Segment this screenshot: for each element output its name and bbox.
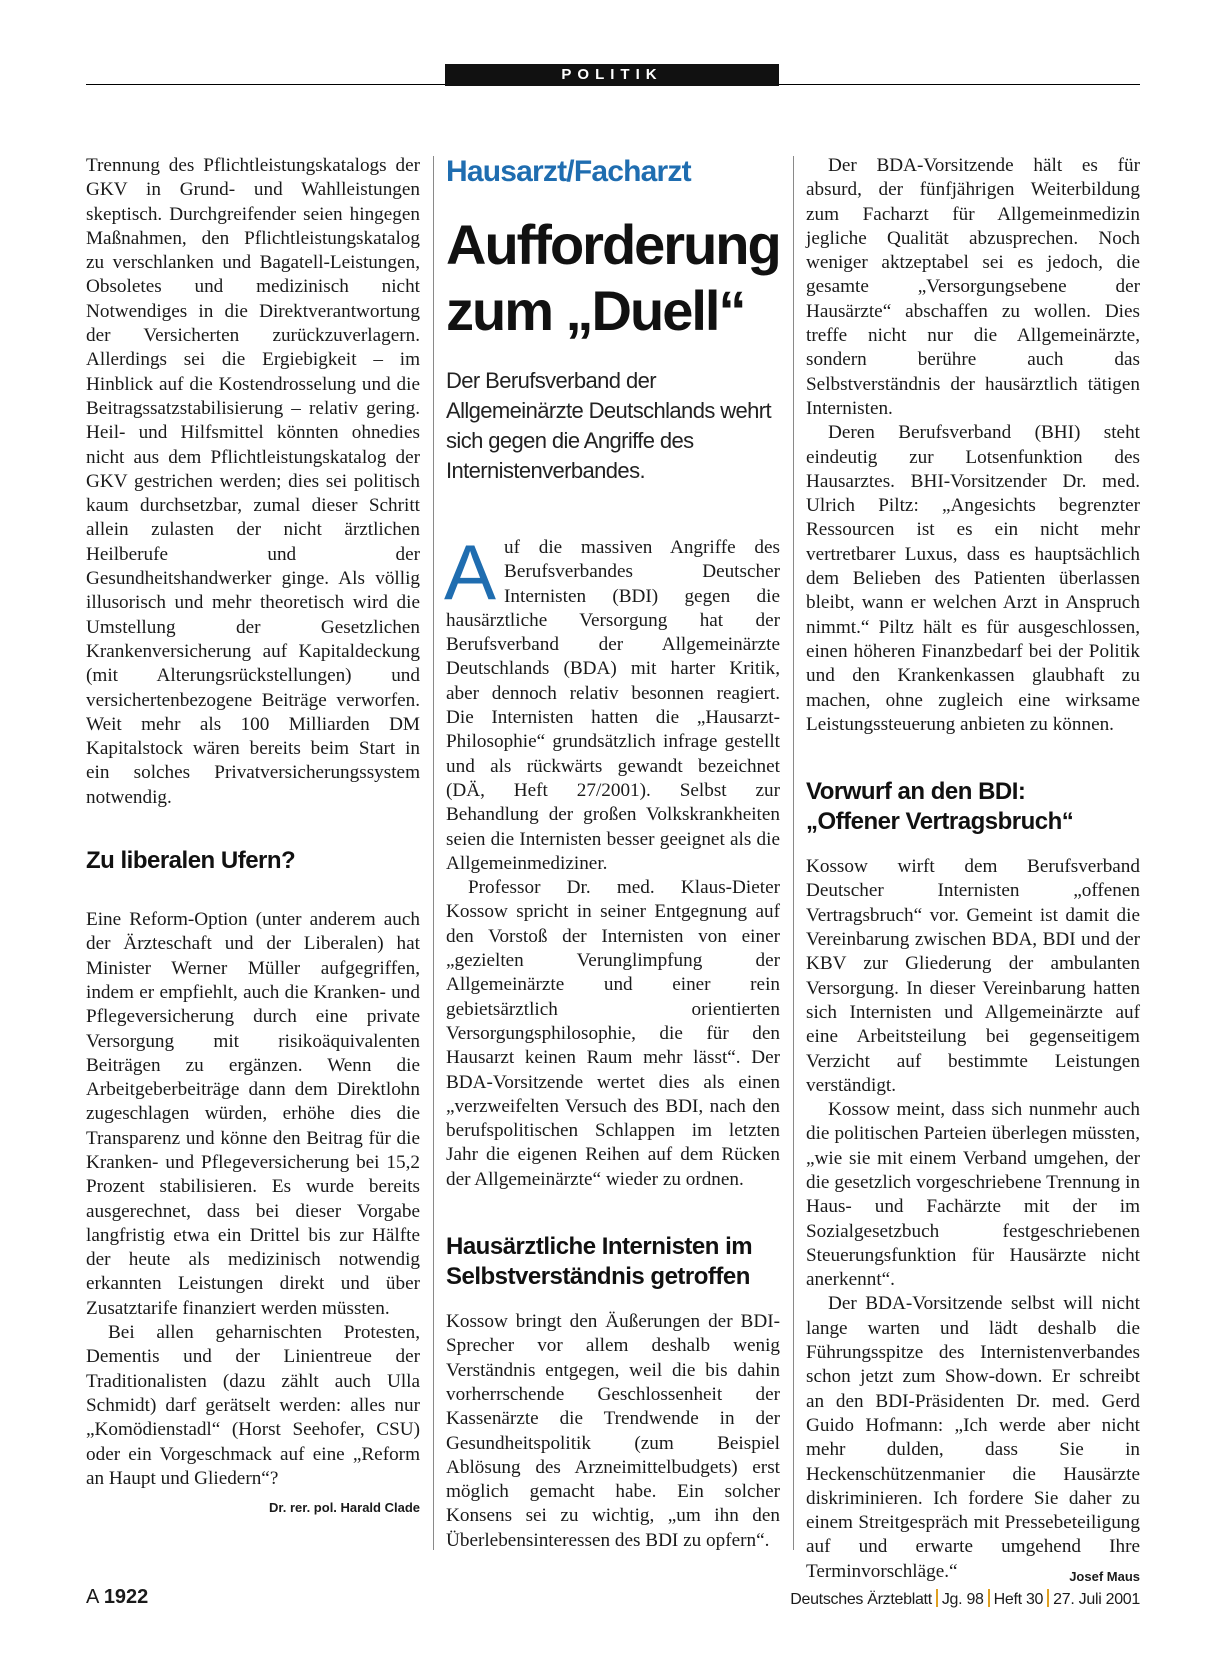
headline-line: Aufforderung xyxy=(446,213,780,276)
article-kicker: Hausarzt/Facharzt xyxy=(446,155,691,188)
section-label: POLITIK xyxy=(445,64,779,86)
subheading: Zu liberalen Ufern? xyxy=(86,847,296,875)
journal-issue: Heft 30 xyxy=(993,1591,1044,1608)
article-headline xyxy=(446,212,780,344)
column-1 xyxy=(86,154,420,1520)
separator xyxy=(988,1589,990,1607)
journal-date: 27. Juli 2001 xyxy=(1053,1591,1140,1608)
journal-name: Deutsches Ärzteblatt xyxy=(790,1591,932,1608)
paragraph: Eine Reform-Option (unter anderem auch der Ärzteschaft und der Liberalen) hat Minister Werner Müller aufgegriffen, indem er empfiehlt, auch die Kranken- und Pflegeversicherung durch eine private Versorgung mit risikoäquivalenten Beiträgen zu ergänzen. Wenn die Arbeitgeberbeiträge dann dem Direktlohn zugeschlagen würden, erhöhe dies die Transparenz und könne den Beitrag für die Kranken- und Pflegeversicherung bei 15,2 Prozent stabilisieren. Es wurde bereits ausgerechnet, dass bei dieser Vorgabe langfristig etwa ein Drittel bis zur Hälfte der heute als medizinisch notwendig erkannten Leistungen direkt und über Zusatztarife finanziert werden müssten. xyxy=(86,909,420,1319)
subheading-line: „Offener Vertragsbruch“ xyxy=(806,808,1074,836)
subheading xyxy=(806,777,1140,837)
subheading-line: Vorwurf an den BDI: xyxy=(806,778,1026,806)
paragraph: Deren Berufsverband (BHI) steht eindeutig zur Lotsenfunktion des Hausarztes. BHI-Vorsitzender Dr. med. Ulrich Piltz: „Angesichts begrenzter Ressourcen ist es ein nicht mehr vertretbarer Luxus, dass es hauptsächlich dem Belieben des Patienten überlassen bleibt, wann er welchen Arzt in Anspruch nimmt.“ Piltz hält es für ausgeschlossen, einen höheren Finanzbedarf bei der Politik und den Krankenkassen glaubhaft zu machen, ohne zugleich eine wirksame Leistungssteuerung anbieten zu können. xyxy=(806,422,1140,735)
author-byline: Dr. rer. pol. Harald Clade xyxy=(269,1500,420,1516)
paragraph: Trennung des Pflichtleistungskatalogs der GKV in Grund- und Wahlleistungen skeptisch. Durchgreifender seien hingegen Maßnahmen, den Pflichtleistungskatalog zu verschlanken und Bagatell-Leistungen, Obsoletes und medizinisch nicht Notwendiges in die Direktverantwortung der Versicherten zurückzuverlagern. Allerdings sei die Ergiebigkeit – im Hinblick auf die Kostendrosselung und die Beitragssatzstabilisierung – relativ gering. Heil- und Hilfsmittel könnten ohnedies nicht aus dem Pflichtleistungskatalog der GKV gestrichen werden; dies sei politisch kaum durchsetzbar, zumal dieser Schritt allein zulasten der nicht ärztlichen Heilberufe und der Gesundheitshandwerker ginge. Als völlig illusorisch und mehr theoretisch wird die Umstellung der Gesetzlichen Krankenversicherung auf Kapitaldeckung (mit Alterungsrückstellungen) und versichertenbezogene Beiträge verworfen. Weit mehr als 100 Milliarden DM Kapitalstock wären bereits beim Start in ein solches Privatversicherungssystem notwendig. xyxy=(86,155,420,808)
separator xyxy=(1047,1589,1049,1607)
paragraph: Kossow meint, dass sich nunmehr auch die politischen Parteien überlegen müssten, „wie sie mit einem Verband umgehen, der die gesetzlich vorgeschriebene Trennung in Haus- und Fachärzte mit der im Sozialgesetzbuch festgeschriebenen Steuerungsfunktion für Hausärzte nicht anerkennt“. xyxy=(806,1099,1140,1291)
paragraph: Kossow bringt den Äußerungen der BDI-Sprecher vor allem deshalb wenig Verständnis entgegen, weil die bis dahin vorherrschende Geschlossenheit der Kassenärzte die Trendwende in der Gesundheitspolitik (zum Beispiel Ablösung des Arzneimittelbudgets) erst möglich gemacht habe. Ein solcher Konsens sei zu wichtig, „um ihn den Überlebensinteressen des BDI zu opfern“. xyxy=(446,1311,780,1551)
page-prefix: A xyxy=(86,1586,99,1608)
paragraph-text: Der BDA-Vorsitzende selbst will nicht lange warten und lädt deshalb die Führungsspitze des Internistenverbandes schon jetzt zum Show-down. Er schreibt an den BDI-Präsidenten Dr. med. Gerd Guido Hofmann: „Ich werde aber nicht mehr dulden, dass Sie in Heckenschützenmanier die Hausärzte diskriminieren. Ich fordere Sie daher zu einem Streitgespräch mit Pressebeteiligung auf und erwarte umgehend Ihre Terminvorschläge.“ xyxy=(806,1293,1140,1582)
article-lead: Der Berufsverband der Allgemeinärzte Deutschlands wehrt sich gegen die Angriffe des Internistenverbandes. xyxy=(446,368,772,483)
paragraph: Professor Dr. med. Klaus-Dieter Kossow spricht in seiner Entgegnung auf den Vorstoß der Internisten von einer „gezielten Verunglimpfung der Allgemeinärzte und einer rein gebietsärztlich orientierten Versorgungsphilosophie, die für den Hausarzt keinen Raum mehr lässt“. Der BDA-Vorsitzende wertet dies als einen „verzweifelten Versuch des BDI, nach den berufspolitischen Schlappen im letzten Jahr die eigenen Reihen auf dem Rücken der Allgemeinärzte“ wieder zu ordnen. xyxy=(446,877,780,1190)
journal-footer xyxy=(790,1589,1140,1609)
paragraph: Kossow wirft dem Berufsverband Deutscher Internisten „offenen Vertragsbruch“ vor. Gemeint ist damit die Vereinbarung zwischen BDA, BDI und der KBV zur Gliederung der ambulanten Versorgung. In dieser Vereinbarung hatten sich Internisten und Allgemeinärzte auf eine Arbeitsteilung bei gegenseitigem Verzicht auf bestimmte Leistungen verständigt. xyxy=(806,856,1140,1096)
column-divider xyxy=(433,156,434,1550)
separator xyxy=(936,1589,938,1607)
column-3 xyxy=(806,154,1140,1589)
subheading: Hausärztliche Internisten im Selbstverständnis getroffen xyxy=(446,1233,753,1291)
headline-line: zum „Duell“ xyxy=(446,279,745,342)
column-divider xyxy=(793,156,794,1550)
paragraph xyxy=(806,1292,1140,1584)
paragraph xyxy=(86,1321,420,1516)
column-2 xyxy=(446,154,780,1553)
page-number xyxy=(86,1586,148,1609)
journal-volume: Jg. 98 xyxy=(941,1591,984,1608)
paragraph-text: uf die massiven Angriffe des Berufsverbandes Deutscher Internisten (BDI) gegen die hausärztliche Versorgung hat der Berufsverband der Allgemeinärzte Deutschlands (BDA) mit harter Kritik, aber dennoch relativ besonnen reagiert. Die Internisten hatten die „Hausarzt-Philosophie“ grundsätzlich infrage gestellt und als rückwärts gewandt bezeichnet (DÄ, Heft 27/2001). Selbst zur Behandlung der großen Volkskrankheiten seien die Internisten besser geeignet als die Allgemeinmediziner. xyxy=(446,537,780,874)
author-byline: Josef Maus xyxy=(1069,1568,1140,1584)
drop-cap: A xyxy=(444,528,497,616)
paragraph-text: Bei allen geharnischten Protesten, Dementis und der Linientreue der Traditionalisten (dazu zählt auch Ulla Schmidt) darf gerätselt werden: alles nur „Komödienstadl“ (Horst Seehofer, CSU) oder ein Vorgeschmack auf eine „Reform an Haupt und Gliedern“? xyxy=(86,1322,420,1489)
page-number-value: 1922 xyxy=(103,1586,149,1608)
paragraph xyxy=(444,528,780,876)
paragraph: Der BDA-Vorsitzende hält es für absurd, der fünfjährigen Weiterbildung zum Facharzt für Allgemeinmedizin jegliche Qualität abzusprechen. Noch weniger aktzeptabel sei es jedoch, die gesamte „Versorgungsebene der Hausärzte“ abschaffen zu wollen. Dies treffe nicht nur die Allgemeinärzte, sondern berühre auch das Selbstverständnis der hausärztlich tätigen Internisten. xyxy=(806,155,1140,419)
